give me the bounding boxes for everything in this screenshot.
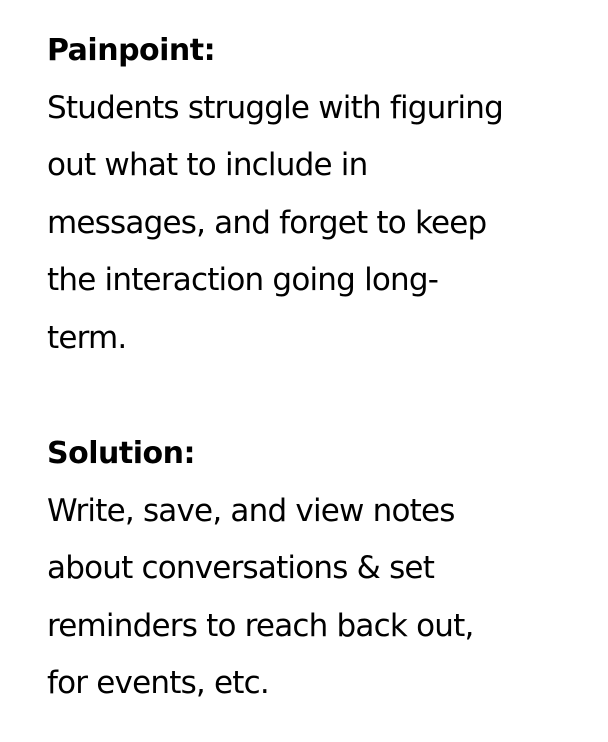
painpoint-line: Students struggle with figuring: [47, 89, 503, 126]
painpoint-section: [47, 22, 592, 367]
painpoint-line: the interaction going long-: [47, 262, 439, 298]
solution-section: [47, 425, 592, 713]
painpoint-line: out what to include in: [47, 147, 368, 183]
painpoint-line: term.: [47, 319, 127, 356]
solution-line: about conversations & set: [47, 550, 435, 586]
painpoint-line: messages, and forget to keep: [47, 204, 487, 241]
slide-content: [47, 22, 592, 713]
solution-line: reminders to reach back out,: [47, 607, 474, 644]
solution-heading: Solution:: [47, 436, 195, 471]
painpoint-heading: Painpoint:: [47, 33, 216, 68]
solution-line: for events, etc.: [47, 665, 269, 701]
solution-line: Write, save, and view notes: [47, 492, 455, 529]
